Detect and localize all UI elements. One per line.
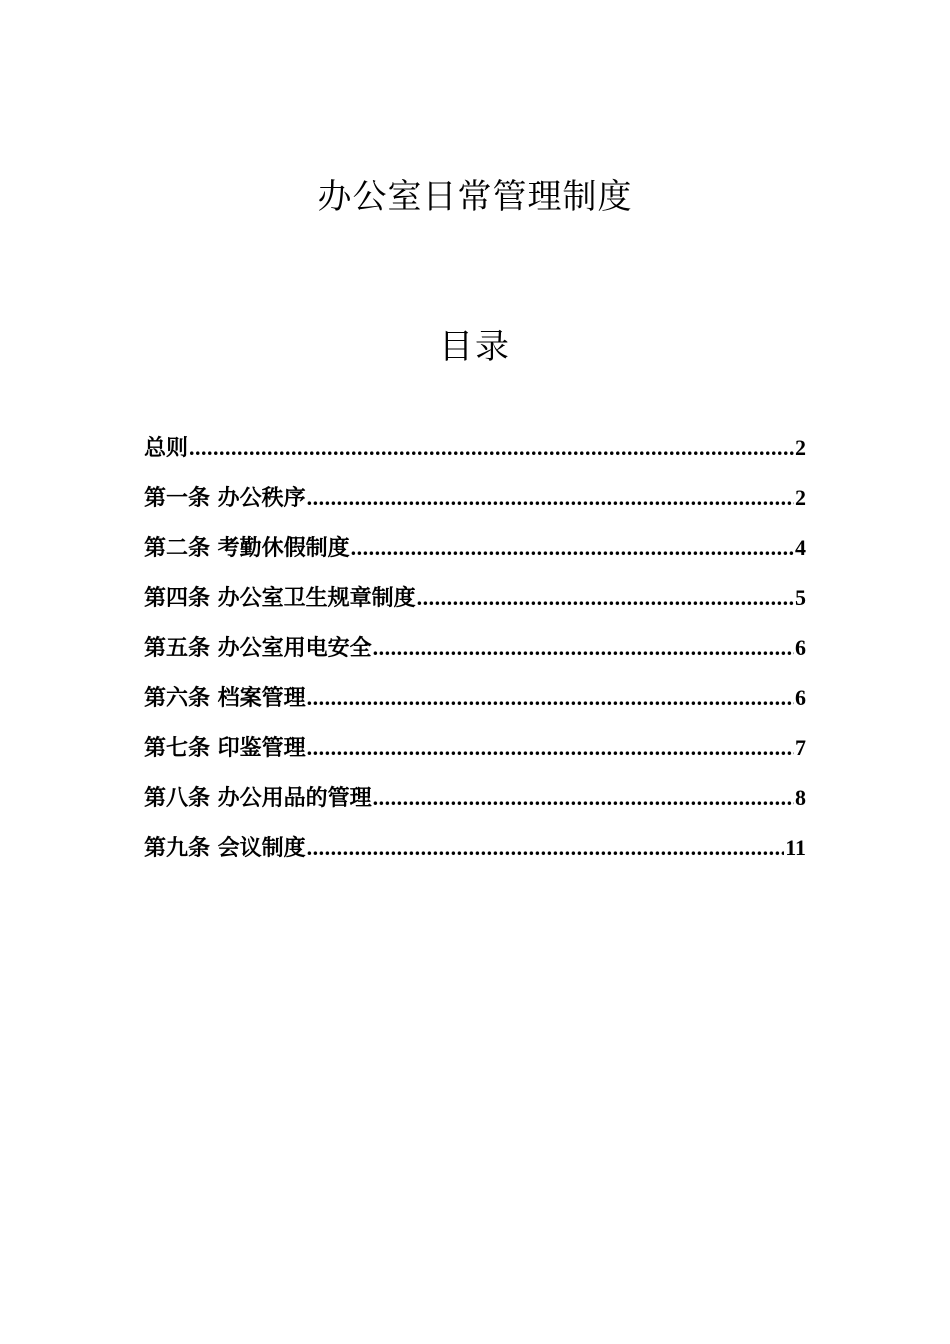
toc-dot-leader	[307, 678, 794, 718]
toc-page-number: 5	[795, 585, 806, 610]
document-title: 办公室日常管理制度	[317, 177, 633, 217]
toc-entry-label: 第八条 办公用品的管理	[144, 786, 372, 811]
toc-page-number: 6	[795, 635, 806, 660]
toc-entry-article-6[interactable]	[144, 678, 806, 728]
toc-entry-article-8[interactable]	[144, 778, 806, 828]
toc-dot-leader	[307, 728, 794, 768]
toc-entry-label: 第六条 档案管理	[144, 686, 306, 711]
toc-dot-leader	[307, 478, 794, 518]
toc-page-number: 11	[785, 835, 806, 860]
toc-entry-article-1[interactable]	[144, 478, 806, 528]
toc-page-number: 6	[795, 685, 806, 710]
toc-dot-leader	[307, 828, 785, 868]
toc-entry-article-9[interactable]	[144, 828, 806, 878]
toc-dot-leader	[417, 578, 794, 618]
toc-dot-leader	[373, 628, 794, 668]
toc-page-number: 7	[795, 735, 806, 760]
toc-entry-label: 第一条 办公秩序	[144, 486, 306, 511]
toc-page-number: 4	[795, 535, 806, 560]
table-of-contents	[144, 428, 806, 878]
toc-entry-article-2[interactable]	[144, 528, 806, 578]
toc-page-number: 2	[795, 435, 806, 460]
toc-entry-article-5[interactable]	[144, 628, 806, 678]
toc-entry-label: 第二条 考勤休假制度	[144, 536, 350, 561]
toc-entry-article-7[interactable]	[144, 728, 806, 778]
toc-entry-label: 第五条 办公室用电安全	[144, 636, 372, 661]
toc-page-number: 2	[795, 485, 806, 510]
toc-entry-label: 第七条 印鉴管理	[144, 736, 306, 761]
toc-heading: 目录	[439, 327, 511, 367]
toc-entry-label: 总则	[144, 436, 189, 461]
toc-entry-label: 第四条 办公室卫生规章制度	[144, 586, 416, 611]
toc-page-number: 8	[795, 785, 806, 810]
toc-entry-label: 第九条 会议制度	[144, 836, 306, 861]
toc-dot-leader	[373, 778, 794, 818]
toc-dot-leader	[189, 428, 794, 468]
toc-entry-general[interactable]	[144, 428, 806, 478]
toc-entry-article-4[interactable]	[144, 578, 806, 628]
toc-dot-leader	[351, 528, 794, 568]
